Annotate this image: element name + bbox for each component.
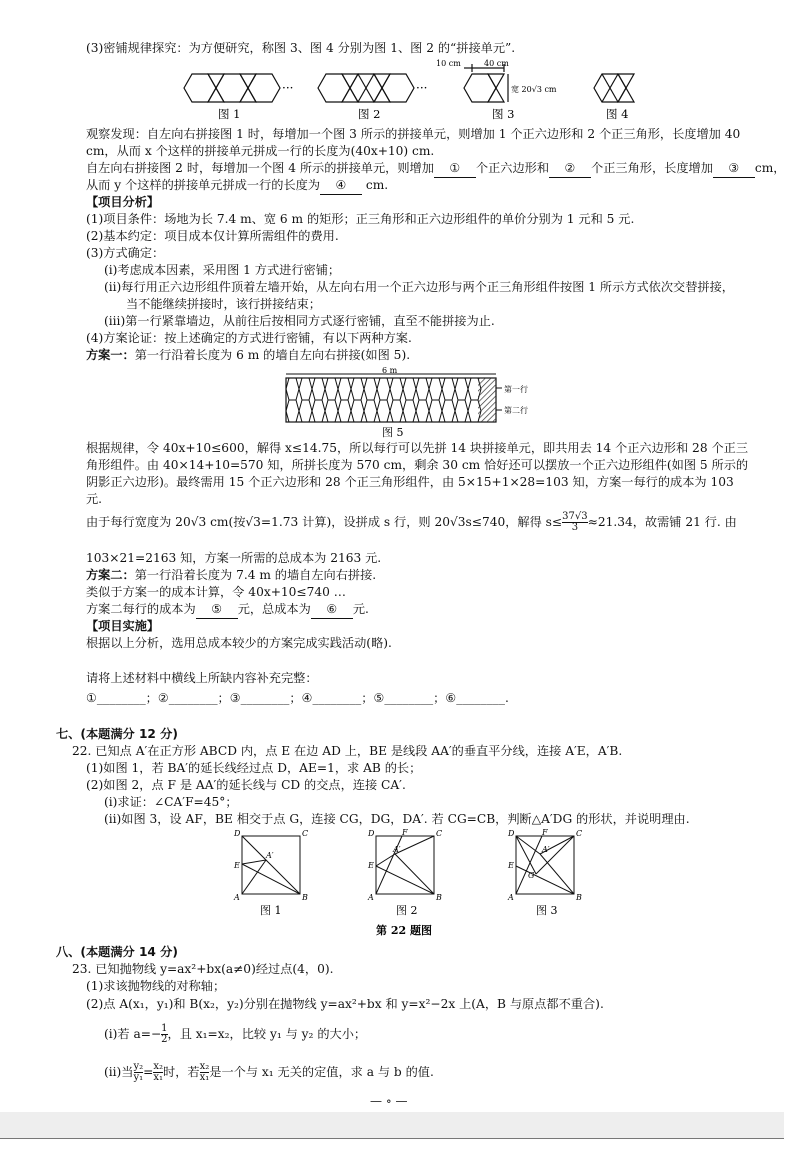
answer-blanks-line: ①________；②________；③________；④________；⑤________；⑥________. bbox=[86, 691, 509, 705]
text-line: 类似于方案一的成本计算，令 40x+10≤740 … bbox=[86, 585, 346, 599]
dim-10cm: 10 cm bbox=[436, 59, 461, 68]
tile-hexagon bbox=[429, 400, 442, 422]
tile-hexagon bbox=[377, 400, 390, 422]
text-line: (i)若 a=− $\frac{1}{2}$ ，且 x₁=x₂，比较 y₁ 与 y₂ 的大小； bbox=[104, 1023, 367, 1045]
tile-hexagon bbox=[416, 378, 429, 400]
fraction-a: $\frac{1}{2}$ bbox=[161, 1023, 168, 1045]
lbl-B-2: B bbox=[436, 893, 442, 902]
text-line: (ii)每行用正六边形组件顶着左墙开始，从左向右用一个正六边形与两个正三角形组件按图 1 所示方式依次交替拼接， bbox=[104, 280, 734, 294]
tile-hexagon bbox=[312, 378, 325, 400]
section-heading-7: 七、(本题满分 12 分) bbox=[56, 727, 178, 741]
lbl-E-1: E bbox=[234, 861, 240, 870]
text-line: cm，从而 x 个这样的拼接单元拼成一行的长度为(40x+10) cm. bbox=[86, 144, 435, 158]
text-line: 方案二每行的成本为 ⑤ 元，总成本为 ⑥ 元. bbox=[86, 601, 369, 619]
tile-hexagon bbox=[299, 400, 312, 422]
lbl-A-3: A bbox=[508, 893, 514, 902]
fraction-x2: $\frac{\text{x₂}}{\text{x₁}}$ bbox=[199, 1061, 210, 1083]
section-heading-8: 八、(本题满分 14 分) bbox=[56, 945, 178, 959]
tile-hexagon bbox=[403, 378, 416, 400]
fraction-y: $\frac{\text{y₂}}{\text{y₁}}$ bbox=[133, 1061, 144, 1083]
text-line: 自左向右拼接图 2 时，每增加一个图 4 所示的拼接单元，则增加 ① 个正六边形和 ② 个正三角形，长度增加 ③ cm， bbox=[86, 160, 785, 178]
text-line: 当不能继续拼接时，该行拼接结束； bbox=[126, 297, 321, 311]
fig22-cap2: 图 2 bbox=[396, 904, 418, 917]
fig5-length: 6 m bbox=[382, 366, 398, 375]
lbl-D-1: D bbox=[234, 829, 241, 838]
tile-hexagon bbox=[312, 400, 325, 422]
question-23: 23. 已知抛物线 y=ax²+bx(a≠0)经过点(4，0). bbox=[72, 962, 334, 976]
tile-hexagon bbox=[455, 400, 468, 422]
figure-1 bbox=[184, 74, 280, 102]
tile-hexagon bbox=[286, 378, 299, 400]
text-line: (3)方式确定： bbox=[86, 246, 165, 260]
blank-6[interactable]: ⑥ bbox=[311, 601, 353, 619]
tile-hexagon bbox=[364, 400, 377, 422]
text-line: 请将上述材料中横线上所缺内容补充完整： bbox=[86, 671, 318, 685]
caption-fig3: 图 3 bbox=[492, 107, 515, 121]
tile-hexagon bbox=[299, 378, 312, 400]
text-line: (i)求证：∠CA′F=45°； bbox=[104, 795, 238, 809]
text-line: (1)项目条件：场地为长 7.4 m、宽 6 m 的矩形；正三角形和正六边形组件的单价分别为 1 元和 5 元. bbox=[86, 212, 635, 226]
text-line: 从而 y 个这样的拼接单元拼成一行的长度为 ④ cm. bbox=[86, 177, 388, 195]
text-line: (iii)第一行紧靠墙边，从前往后按相同方式逐行密铺，直至不能拼接为止. bbox=[104, 314, 495, 328]
fig5-caption: 图 5 bbox=[382, 426, 404, 439]
text-line: 阴影正六边形)。最终需用 15 个正六边形和 28 个正三角形组件，由 5×15+1×28=103 知，方案一每行的成本为 103 bbox=[86, 475, 734, 489]
blank-1[interactable]: ① bbox=[434, 160, 476, 178]
dim-40cm: 40 cm bbox=[484, 59, 509, 68]
tiling-figures bbox=[178, 58, 648, 120]
tile-hexagon bbox=[390, 400, 403, 422]
fig22-caption: 第 22 题图 bbox=[376, 924, 432, 937]
tile-hexagon bbox=[325, 378, 338, 400]
lbl-A-2: A bbox=[368, 893, 374, 902]
figure-4 bbox=[594, 74, 634, 102]
figure-5 bbox=[282, 366, 542, 438]
text-line: 由于每行宽度为 20√3 cm(按√3=1.73 计算)，设拼成 s 行，则 20√3s≤740，解得 s≤ $\frac{37√3}{3}$ ≈21.34，故需铺 21 行. 由 bbox=[86, 511, 737, 533]
figure-22 bbox=[230, 828, 583, 940]
lbl-Ap-1: A′ bbox=[266, 851, 274, 860]
section-heading: 【项目实施】 bbox=[86, 619, 160, 633]
tile-hexagon bbox=[442, 400, 455, 422]
fig5-row1-label: 第一行 bbox=[504, 385, 528, 394]
lbl-G-3: G bbox=[528, 871, 535, 880]
tile-hexagon bbox=[429, 378, 442, 400]
text-line: 方案二：第一行沿着长度为 7.4 m 的墙自左向右拼接. bbox=[86, 568, 377, 582]
tile-hexagon bbox=[455, 378, 468, 400]
dim-width: 宽 20√3 cm bbox=[511, 85, 557, 94]
tile-hexagon bbox=[390, 378, 403, 400]
tile-hexagon bbox=[338, 378, 351, 400]
text-line: (4)方案论证：按上述确定的方式进行密铺，有以下两种方案. bbox=[86, 331, 412, 345]
fraction-x1: $\frac{\text{x₂}}{\text{x₁}}$ bbox=[153, 1061, 164, 1083]
tile-hexagon bbox=[416, 400, 429, 422]
lbl-C-1: C bbox=[302, 829, 309, 838]
fig22-cap1: 图 1 bbox=[260, 904, 282, 917]
lbl-B-1: B bbox=[302, 893, 308, 902]
bottom-band bbox=[0, 1112, 784, 1138]
blank-3[interactable]: ③ bbox=[713, 160, 755, 178]
text-line: (1)如图 1，若 BA′的延长线经过点 D，AE=1，求 AB 的长； bbox=[86, 761, 422, 775]
tile-hexagon bbox=[403, 400, 416, 422]
text-line: (ii)当 $\frac{\text{y₂}}{\text{y₁}}$ = $\frac{\text{x₂}}{\text{x₁}}$ 时，若 $\frac{\text{x₂}}{\text{x₁}}$ 是一个与 x₁ 无关的定值，求 a 与 b 的值. bbox=[104, 1061, 434, 1083]
tile-hexagon bbox=[377, 378, 390, 400]
dots-2: ··· bbox=[416, 81, 428, 95]
tile-hexagon bbox=[442, 378, 455, 400]
lbl-Ap-3: A′ bbox=[542, 845, 550, 854]
lbl-B-3: B bbox=[576, 893, 582, 902]
text-line: 方案一：第一行沿着长度为 6 m 的墙自左向右拼接(如图 5). bbox=[86, 348, 411, 362]
fraction-s: $\frac{37√3}{3}$ bbox=[562, 511, 588, 533]
text-line: 元. bbox=[86, 492, 103, 506]
text-line: (2)如图 2，点 F 是 AA′的延长线与 CD 的交点，连接 CA′. bbox=[86, 778, 406, 792]
blank-2[interactable]: ② bbox=[549, 160, 591, 178]
tile-hexagon bbox=[364, 378, 377, 400]
tile-hexagon bbox=[286, 400, 299, 422]
text-line: (1)求该抛物线的对称轴； bbox=[86, 979, 226, 993]
fig22-cap3: 图 3 bbox=[536, 904, 558, 917]
lbl-F-2: F bbox=[402, 828, 408, 837]
text-line: (2)基本约定：项目成本仅计算所需组件的费用. bbox=[86, 229, 339, 243]
text-line: 103×21=2163 知，方案一所需的总成本为 2163 元. bbox=[86, 551, 382, 565]
lbl-Ap-2: A′ bbox=[393, 845, 401, 854]
bottom-divider bbox=[0, 1138, 784, 1139]
text-line: (ii)如图 3，设 AF，BE 相交于点 G，连接 CG，DG，DA′. 若 CG=CB，判断△A′DG 的形状，并说明理由. bbox=[104, 812, 690, 826]
caption-fig4: 图 4 bbox=[606, 107, 629, 121]
text-line: 根据规律，令 40x+10≤600，解得 x≤14.75，所以每行可以先拼 14 块拼接单元，即共用去 14 个正六边形和 28 个正三 bbox=[86, 441, 749, 455]
figure-3 bbox=[464, 64, 508, 102]
page-number: — ∘ — bbox=[370, 1094, 408, 1108]
dots-1: ··· bbox=[282, 81, 294, 95]
blank-5[interactable]: ⑤ bbox=[196, 601, 238, 619]
text-line: 根据以上分析，选用总成本较少的方案完成实践活动(略). bbox=[86, 636, 392, 650]
lbl-D-3: D bbox=[508, 829, 515, 838]
text-line: (2)点 A(x₁，y₁)和 B(x₂，y₂)分别在抛物线 y=ax²+bx 和 y=x²−2x 上(A，B 与原点都不重合). bbox=[86, 997, 604, 1011]
text-line: (i)考虑成本因素，采用图 1 方式进行密铺； bbox=[104, 263, 341, 277]
question-22: 22. 已知点 A′在正方形 ABCD 内，点 E 在边 AD 上，BE 是线段 AA′的垂直平分线，连接 A′E，A′B. bbox=[72, 744, 623, 758]
lbl-A-1: A bbox=[234, 893, 240, 902]
blank-4[interactable]: ④ bbox=[320, 177, 362, 195]
text-line: (3)密铺规律探究：为方便研究，称图 3、图 4 分别为图 1、图 2 的“拼接单元”. bbox=[86, 41, 516, 55]
tile-hexagon bbox=[338, 400, 351, 422]
figure-2 bbox=[318, 74, 414, 102]
lbl-E-2: E bbox=[368, 861, 374, 870]
lbl-F-3: F bbox=[542, 828, 548, 837]
lbl-C-2: C bbox=[436, 829, 443, 838]
tile-hexagon bbox=[325, 400, 338, 422]
tile-hexagon bbox=[351, 378, 364, 400]
tile-hexagon bbox=[351, 400, 364, 422]
lbl-E-3: E bbox=[508, 861, 514, 870]
text-line: 角形组件。由 40×14+10=570 知，所拼长度为 570 cm，剩余 30 cm 恰好还可以摆放一个正六边形组件(如图 5 所示的 bbox=[86, 458, 749, 472]
caption-fig1: 图 1 bbox=[218, 107, 241, 121]
text-line: 观察发现：自左向右拼接图 1 时，每增加一个图 3 所示的拼接单元，则增加 1 个正六边形和 2 个正三角形，长度增加 40 bbox=[86, 127, 741, 141]
caption-fig2: 图 2 bbox=[358, 107, 381, 121]
lbl-D-2: D bbox=[368, 829, 375, 838]
section-heading: 【项目分析】 bbox=[86, 195, 160, 209]
fig5-row2-label: 第二行 bbox=[504, 406, 528, 415]
lbl-C-3: C bbox=[576, 829, 583, 838]
